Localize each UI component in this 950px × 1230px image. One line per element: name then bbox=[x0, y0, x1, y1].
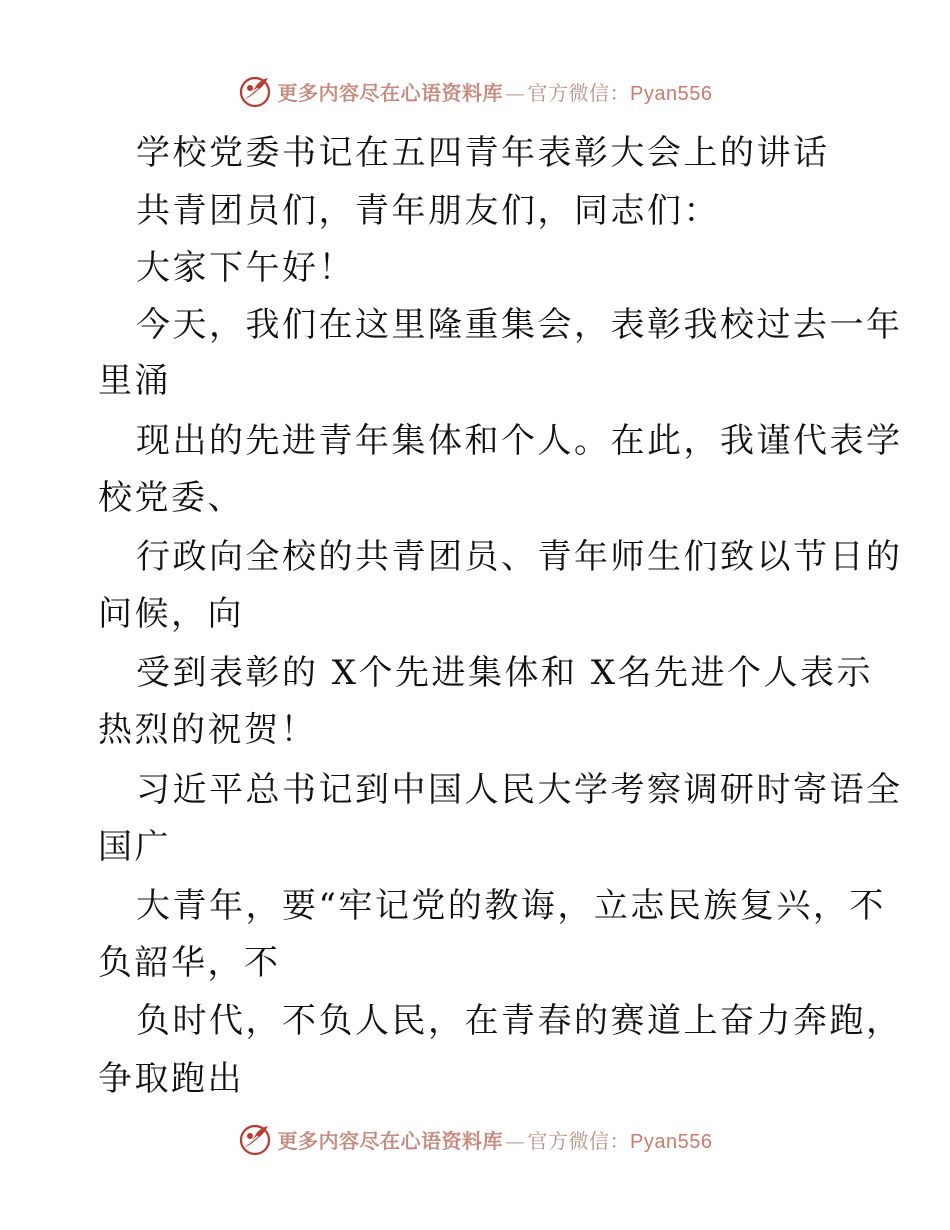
quill-logo-icon bbox=[238, 74, 272, 108]
watermark-site: 更多内容尽在心语资料库 bbox=[277, 1128, 504, 1153]
document-title: 学校党委书记在五四青年表彰大会上的讲话 bbox=[136, 133, 830, 173]
text-line: 问候，向 bbox=[98, 594, 244, 634]
quill-logo-icon bbox=[238, 1122, 272, 1156]
text-line: 负时代，不负人民，在青春的赛道上奋力奔跑， bbox=[136, 1001, 903, 1041]
text-line: 大青年，要“牢记党的教诲，立志民族复兴，不 bbox=[136, 886, 886, 926]
watermark-site: 更多内容尽在心语资料库 bbox=[277, 80, 504, 105]
text-line: 争取跑出 bbox=[98, 1059, 244, 1099]
watermark-separator: — bbox=[505, 80, 526, 105]
text-line: 习近平总书记到中国人民大学考察调研时寄语全 bbox=[136, 770, 903, 810]
text-line: 里涌 bbox=[98, 361, 171, 401]
watermark-separator: — bbox=[505, 1128, 526, 1153]
text-line: 校党委、 bbox=[98, 478, 244, 518]
watermark-prefix: 官方微信： bbox=[527, 1128, 631, 1153]
header-watermark bbox=[0, 71, 950, 111]
text-line: 负韶华，不 bbox=[98, 943, 281, 983]
text-line: 国广 bbox=[98, 827, 171, 867]
text-line: 行政向全校的共青团员、青年师生们致以节日的 bbox=[136, 537, 903, 577]
watermark-prefix: 官方微信： bbox=[527, 80, 631, 105]
text-line: 今天，我们在这里隆重集会，表彰我校过去一年 bbox=[136, 305, 903, 345]
text-line: 受到表彰的 X个先进集体和 X名先进个人表示 bbox=[136, 653, 874, 693]
text-line: 大家下午好！ bbox=[136, 248, 355, 288]
watermark-id: Pyan556 bbox=[630, 82, 713, 105]
text-line: 共青团员们，青年朋友们，同志们： bbox=[136, 191, 720, 231]
text-line: 热烈的祝贺！ bbox=[98, 710, 317, 750]
footer-watermark bbox=[0, 1119, 950, 1159]
watermark-id: Pyan556 bbox=[630, 1130, 713, 1153]
text-line: 现出的先进青年集体和个人。在此，我谨代表学 bbox=[136, 421, 903, 461]
